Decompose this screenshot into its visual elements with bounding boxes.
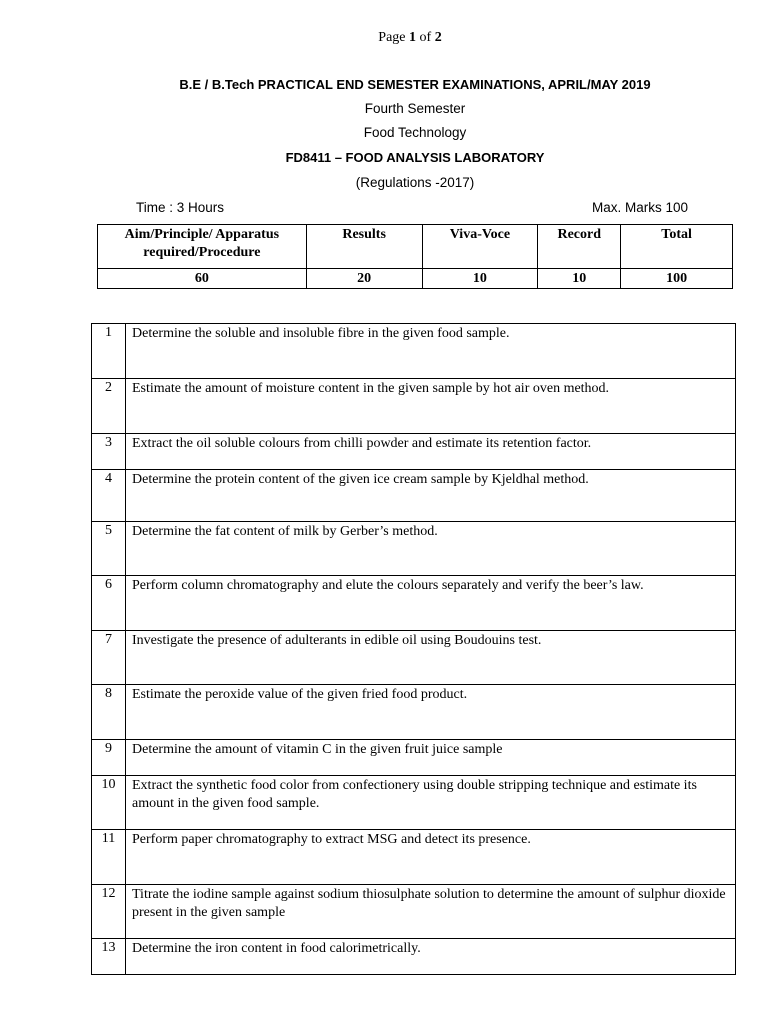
question-row bbox=[92, 379, 736, 434]
question-row bbox=[92, 470, 736, 522]
question-text: Determine the protein content of the given ice cream sample by Kjeldhal method. bbox=[126, 470, 736, 522]
header-cell: Results bbox=[306, 225, 422, 269]
question-row bbox=[92, 434, 736, 470]
header-cell: Aim/Principle/ Apparatus required/Procedure bbox=[98, 225, 307, 269]
question-text: Estimate the peroxide value of the given fried food product. bbox=[126, 685, 736, 740]
question-row bbox=[92, 324, 736, 379]
exam-duration: Time : 3 Hours bbox=[136, 200, 225, 215]
total-pages: 2 bbox=[434, 30, 442, 45]
question-number: 10 bbox=[92, 776, 126, 830]
value-cell: 10 bbox=[422, 269, 538, 289]
marks-value-row bbox=[98, 269, 733, 289]
question-row bbox=[92, 939, 736, 975]
page-number: Page 1 of 2 bbox=[378, 30, 442, 45]
question-number: 8 bbox=[92, 685, 126, 740]
question-row bbox=[92, 631, 736, 685]
exam-title: B.E / B.Tech PRACTICAL END SEMESTER EXAMINATIONS, APRIL/MAY 2019 bbox=[179, 77, 651, 92]
questions-table bbox=[91, 323, 736, 975]
course-title: FD8411 – FOOD ANALYSIS LABORATORY bbox=[285, 150, 545, 165]
question-text: Determine the soluble and insoluble fibre in the given food sample. bbox=[126, 324, 736, 379]
question-number: 9 bbox=[92, 740, 126, 776]
question-text: Determine the fat content of milk by Gerber’s method. bbox=[126, 522, 736, 576]
header-cell: Total bbox=[621, 225, 733, 269]
question-number: 7 bbox=[92, 631, 126, 685]
question-row bbox=[92, 740, 736, 776]
question-text: Determine the amount of vitamin C in the given fruit juice sample bbox=[126, 740, 736, 776]
question-number: 12 bbox=[92, 885, 126, 939]
value-cell: 100 bbox=[621, 269, 733, 289]
current-page: 1 bbox=[409, 30, 417, 45]
question-text: Estimate the amount of moisture content in the given sample by hot air oven method. bbox=[126, 379, 736, 434]
question-row bbox=[92, 685, 736, 740]
question-number: 13 bbox=[92, 939, 126, 975]
value-cell: 10 bbox=[538, 269, 621, 289]
question-row bbox=[92, 885, 736, 939]
question-row bbox=[92, 576, 736, 631]
question-text: Perform paper chromatography to extract MSG and detect its presence. bbox=[126, 830, 736, 885]
question-text: Extract the oil soluble colours from chilli powder and estimate its retention factor. bbox=[126, 434, 736, 470]
question-text: Titrate the iodine sample against sodium thiosulphate solution to determine the amount of sulphur dioxide present in the given sample bbox=[126, 885, 736, 939]
semester: Fourth Semester bbox=[364, 101, 466, 116]
question-text: Extract the synthetic food color from confectionery using double stripping technique and estimate its amount in the given food sample. bbox=[126, 776, 736, 830]
question-number: 5 bbox=[92, 522, 126, 576]
question-number: 6 bbox=[92, 576, 126, 631]
question-row bbox=[92, 830, 736, 885]
marks-header-row bbox=[98, 225, 733, 269]
question-text: Determine the iron content in food calorimetrically. bbox=[126, 939, 736, 975]
question-number: 11 bbox=[92, 830, 126, 885]
question-number: 3 bbox=[92, 434, 126, 470]
question-text: Investigate the presence of adulterants in edible oil using Boudouins test. bbox=[126, 631, 736, 685]
header-cell: Record bbox=[538, 225, 621, 269]
question-number: 4 bbox=[92, 470, 126, 522]
question-row bbox=[92, 776, 736, 830]
question-text: Perform column chromatography and elute the colours separately and verify the beer’s law. bbox=[126, 576, 736, 631]
regulations: (Regulations -2017) bbox=[355, 175, 475, 190]
question-number: 2 bbox=[92, 379, 126, 434]
question-row bbox=[92, 522, 736, 576]
value-cell: 60 bbox=[98, 269, 307, 289]
max-marks: Max. Marks 100 bbox=[592, 200, 689, 215]
department: Food Technology bbox=[363, 125, 467, 140]
marks-distribution-table bbox=[97, 224, 733, 289]
question-number: 1 bbox=[92, 324, 126, 379]
value-cell: 20 bbox=[306, 269, 422, 289]
header-cell: Viva-Voce bbox=[422, 225, 538, 269]
